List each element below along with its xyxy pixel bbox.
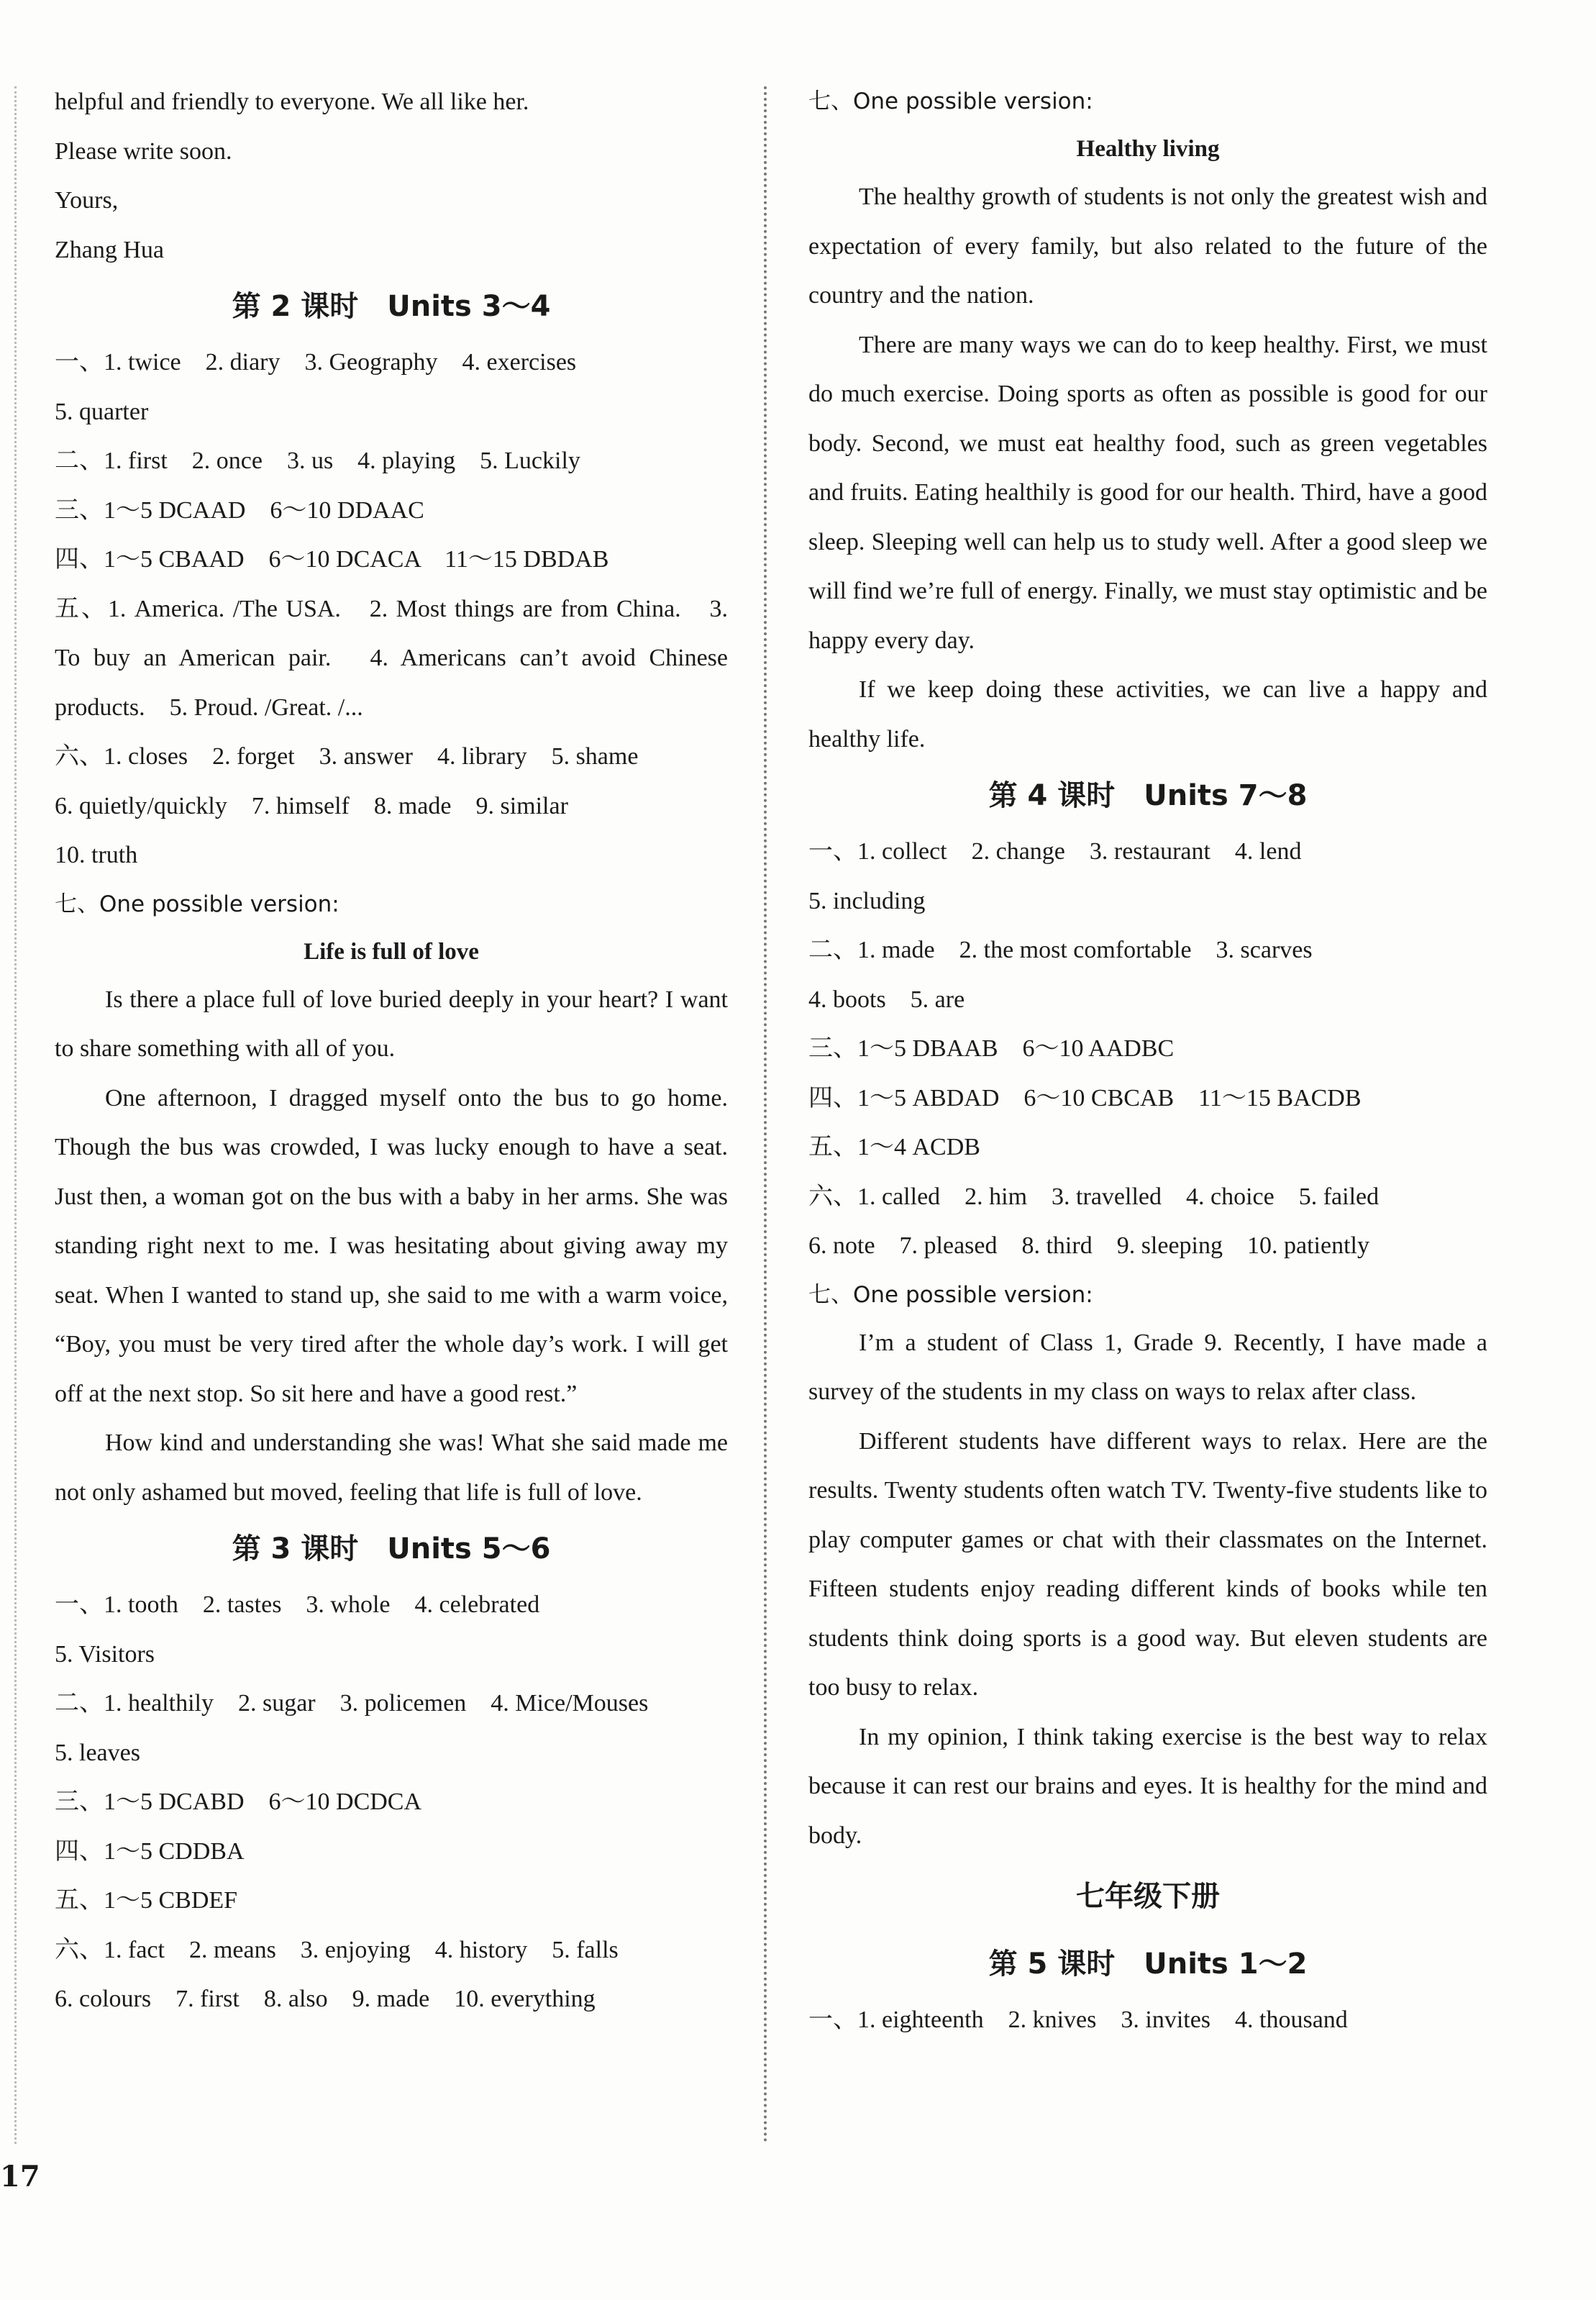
left-column — [55, 78, 728, 2024]
answer-line: 三、1～5 DBAAB 6～10 AADBC — [808, 1035, 1175, 1062]
answer-line: 二、1. first 2. once 3. us 4. playing 5. Luckily — [55, 447, 580, 474]
answer-line: 六、1. fact 2. means 3. enjoying 4. history 5. falls — [55, 1936, 619, 1963]
section-label: 七、One possible version: — [55, 891, 339, 917]
letter-line: Yours, — [55, 187, 119, 214]
essay-paragraph: I’m a student of Class 1, Grade 9. Recently, I have made a survey of the students in my class on ways to relax after class. — [808, 1329, 1487, 1405]
essay-paragraph: The healthy growth of students is not only the greatest wish and expectation of every family, but also related to the future of the country and the nation. — [808, 183, 1487, 309]
letter-line: Please write soon. — [55, 137, 232, 165]
answer-paragraph: 五、1. America. /The USA. 2. Most things are from China. 3. To buy an American pair. 4. Americans can’t avoid Chinese products. 5. Proud. /Great. /... — [55, 595, 728, 721]
answer-line: 四、1～5 ABDAD 6～10 CBCAB 11～15 BACDB — [808, 1084, 1362, 1112]
essay-paragraph: Is there a place full of love buried deeply in your heart? I want to share something with all of you. — [55, 986, 728, 1062]
answer-line: 一、1. tooth 2. tastes 3. whole 4. celebrated — [55, 1591, 540, 1618]
answer-line: 4. boots 5. are — [808, 986, 965, 1013]
answer-line: 一、1. collect 2. change 3. restaurant 4. lend — [808, 838, 1302, 865]
lesson-2-heading: 第 2 课时 Units 3～4 — [232, 290, 551, 323]
essay-paragraph: One afternoon, I dragged myself onto the bus to go home. Though the bus was crowded, I was lucky enough to have a seat. Just then, a woman got on the bus with a baby in her arms. She was standing right next to me. I was hesitating about giving away my seat. When I wanted to stand up, she said to me with a warm voice, “Boy, you must be very tired after the whole day’s work. I will get off at the next stop. So sit here and have a good rest.” — [55, 1084, 728, 1407]
essay-title: Healthy living — [1076, 136, 1220, 162]
essay-paragraph: How kind and understanding she was! What she said made me not only ashamed but moved, feeling that life is full of love. — [55, 1429, 728, 1506]
letter-line: helpful and friendly to everyone. We all like her. — [55, 88, 529, 115]
answer-line: 6. quietly/quickly 7. himself 8. made 9. similar — [55, 792, 568, 819]
page-edge-mark — [14, 86, 17, 2144]
answer-line: 5. Visitors — [55, 1640, 155, 1668]
right-column — [808, 78, 1487, 2045]
answer-line: 6. colours 7. first 8. also 9. made 10. everything — [55, 1986, 596, 2012]
lesson-3-heading: 第 3 课时 Units 5～6 — [232, 1532, 551, 1565]
answer-line: 一、1. twice 2. diary 3. Geography 4. exercises — [55, 349, 577, 376]
answer-line: 6. note 7. pleased 8. third 9. sleeping 10. patiently — [808, 1232, 1369, 1259]
answer-line: 5. quarter — [55, 398, 149, 425]
essay-paragraph: There are many ways we can do to keep healthy. First, we must do much exercise. Doing sports as often as possible is good for our body. Second, we must eat healthy food, such as green vegetables and fruits. Eating healthily is good for our health. Third, have a good sleep. Sleeping well can help us to study well. After a good sleep we will find we’re full of energy. Finally, we must stay optimistic and be happy every day. — [808, 331, 1487, 654]
answer-line: 六、1. closes 2. forget 3. answer 4. library 5. shame — [55, 743, 639, 770]
answer-line: 10. truth — [55, 842, 138, 868]
answer-line: 一、1. eighteenth 2. knives 3. invites 4. thousand — [808, 2006, 1348, 2033]
column-divider — [764, 86, 767, 2144]
essay-paragraph: Different students have different ways to relax. Here are the results. Twenty students often watch TV. Twenty-five students like to play computer games or chat with their classmates on the Internet. Fifteen students enjoy reading different kinds of books while ten students think doing sports is a good way. But eleven students are too busy to relax. — [808, 1427, 1487, 1701]
letter-signature: Zhang Hua — [55, 236, 165, 263]
answer-line: 五、1～5 CBDEF — [55, 1887, 238, 1914]
answer-line: 三、1～5 DCAAD 6～10 DDAAC — [55, 496, 424, 524]
answer-line: 5. leaves — [55, 1739, 140, 1766]
essay-paragraph: If we keep doing these activities, we can live a happy and healthy life. — [808, 676, 1487, 753]
page-number: 17 — [0, 2160, 40, 2194]
volume-heading: 七年级下册 — [1076, 1880, 1220, 1913]
lesson-5-heading: 第 5 课时 Units 1～2 — [988, 1947, 1308, 1981]
answer-line: 二、1. healthily 2. sugar 3. policemen 4. Mice/Mouses — [55, 1690, 649, 1717]
answer-line: 六、1. called 2. him 3. travelled 4. choice 5. failed — [808, 1183, 1380, 1210]
answer-line: 三、1～5 DCABD 6～10 DCDCA — [55, 1788, 422, 1815]
essay-paragraph: In my opinion, I think taking exercise is the best way to relax because it can rest our brains and eyes. It is healthy for the mind and body. — [808, 1723, 1487, 1849]
answer-line: 二、1. made 2. the most comfortable 3. scarves — [808, 937, 1313, 963]
answer-line: 四、1～5 CDDBA — [55, 1837, 245, 1865]
answer-line: 5. including — [808, 887, 926, 914]
essay-title: Life is full of love — [304, 938, 479, 965]
section-label: 七、One possible version: — [808, 88, 1093, 114]
lesson-4-heading: 第 4 课时 Units 7～8 — [988, 779, 1308, 812]
section-label: 七、One possible version: — [808, 1281, 1093, 1308]
answer-line: 五、1～4 ACDB — [808, 1134, 980, 1160]
answer-line: 四、1～5 CBAAD 6～10 DCACA 11～15 DBDAB — [55, 546, 609, 573]
